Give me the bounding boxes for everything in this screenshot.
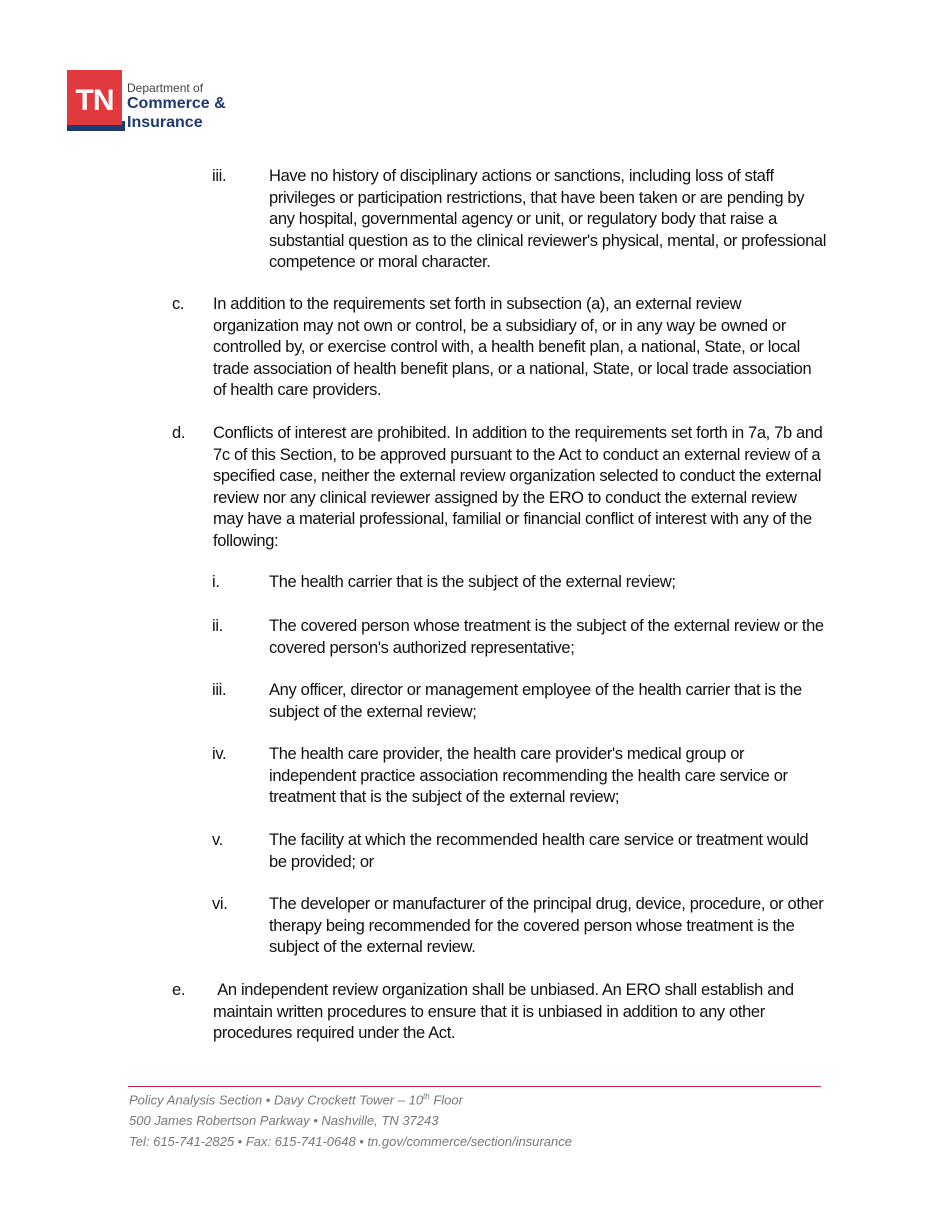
list-marker: e. <box>172 981 186 999</box>
logo-underline <box>67 125 122 131</box>
footer-contact-line: Tel: 615-741-2825 • Fax: 615-741-0648 • tn.gov/commerce/section/insurance <box>129 1134 572 1149</box>
list-item-text: Any officer, director or management employee of the health carrier that is the subject of the external review; <box>269 681 802 721</box>
list-item-text: Conflicts of interest are prohibited. In addition to the requirements set forth in 7a, 7b and 7c of this Section, to be approved pursuant to the Act to conduct an external review of a specified case, neither the external review organization selected to conduct the external review nor any clinical reviewer assigned by the ERO to conduct the external review may have a material professional, familial or financial conflict of interest with any of the following: <box>213 424 823 550</box>
list-marker: vi. <box>212 895 228 913</box>
list-marker: i. <box>212 573 220 591</box>
list-marker: c. <box>172 295 185 313</box>
logo-commerce-text: Commerce & <box>127 95 226 112</box>
list-marker: ii. <box>212 617 223 635</box>
list-item-text: An independent review organization shall be unbiased. An ERO shall establish and maintain written procedures to ensure that it is unbiased in addition to any other procedures required under the Act. <box>213 981 798 1042</box>
list-item-text: The health care provider, the health care provider's medical group or independent practice association recommending the health care service or treatment that is the subject of the external review; <box>269 745 788 806</box>
list-marker: v. <box>212 831 223 849</box>
list-item-text: In addition to the requirements set forth in subsection (a), an external review organization may not own or control, be a subsidiary of, or in any way be owned or controlled by, or exercise control with, a health benefit plan, a national, State, or local trade association of health benefit plans, or a national, State, or local trade association of health care providers. <box>213 295 812 399</box>
department-logo <box>67 70 237 134</box>
list-marker: d. <box>172 424 186 442</box>
list-item-text: The facility at which the recommended health care service or treatment would be provided; or <box>269 831 809 871</box>
logo-department-text: Department of <box>127 81 204 95</box>
footer-divider <box>128 1086 821 1087</box>
logo-accent-bar <box>122 121 125 131</box>
footer-address-line-1 <box>129 1092 463 1107</box>
list-marker: iv. <box>212 745 227 763</box>
footer-address-line-2: 500 James Robertson Parkway • Nashville, TN 37243 <box>129 1113 439 1128</box>
list-marker: iii. <box>212 167 227 185</box>
tn-logo-mark: TN <box>67 70 122 131</box>
footer-line1-sup: th <box>423 1092 430 1101</box>
list-item-text: Have no history of disciplinary actions or sanctions, including loss of staff privileges or participation restrictions, that have been taken or are pending by any hospital, governmental agency or unit, or regulatory body that raise a substantial question as to the clinical reviewer's physical, mental, or professional competence or moral character. <box>269 167 827 271</box>
list-item-text: The covered person whose treatment is the subject of the external review or the covered person's authorized representative; <box>269 617 824 657</box>
list-marker: iii. <box>212 681 227 699</box>
list-item-text: The developer or manufacturer of the principal drug, device, procedure, or other therapy being recommended for the covered person whose treatment is the subject of the external review. <box>269 895 824 956</box>
footer-line1-suffix: Floor <box>429 1092 463 1108</box>
footer-line1-prefix: Policy Analysis Section • Davy Crockett Tower – 10 <box>129 1092 424 1108</box>
list-item-text: The health carrier that is the subject of the external review; <box>269 573 676 591</box>
logo-insurance-text: Insurance <box>127 114 203 131</box>
